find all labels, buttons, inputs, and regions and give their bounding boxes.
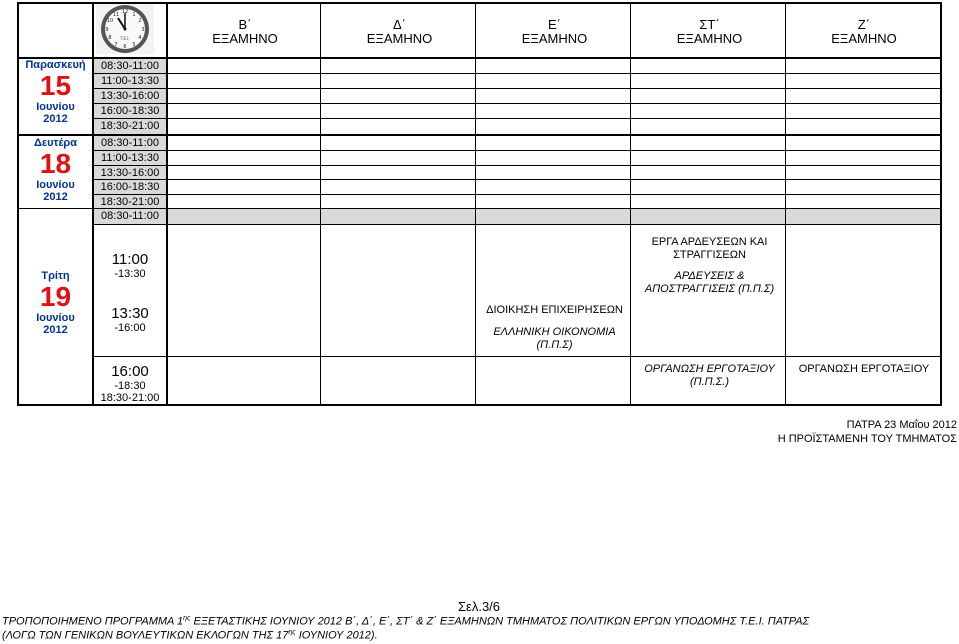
header-col-d [322, 18, 477, 46]
svg-text:7: 7 [114, 42, 118, 48]
time-slot-start: 16:00 [111, 363, 149, 380]
time-slot-start: 13:30 [111, 305, 149, 322]
day-monday [19, 137, 92, 203]
footer-sup: ης [183, 615, 191, 622]
course-title: ΔΙΟΙΚΗΣΗ ΕΠΙΧΕΙΡΗΣΕΩΝ [486, 304, 623, 316]
time-slot: 16:00-18:30 [100, 105, 160, 117]
time-slot-end: -18:30 [114, 380, 146, 392]
header-st-line2: ΕΞΑΜΗΝΟ [676, 31, 743, 46]
time-slot-start: 11:00 [111, 251, 149, 268]
place-date: ΠΑΤΡΑ 23 Μαΐου 2012 [846, 419, 957, 431]
course-site-organization-st [632, 363, 787, 389]
time-slot: 16:00-18:30 [100, 181, 160, 193]
header-st-line1: ΣΤ΄ [699, 17, 720, 32]
course-subtitle: ΑΡΔΕΥΣΕΙΣ & [674, 270, 745, 282]
svg-text:9: 9 [105, 27, 109, 33]
header-col-st [632, 18, 787, 46]
day-month: Ιουνίου [36, 179, 75, 191]
header-z-line2: ΕΞΑΜΗΝΟ [831, 31, 897, 46]
time-slot: 11:00-13:30 [101, 152, 159, 164]
footer-text: (ΛΟΓΩ ΤΩΝ ΓΕΝΙΚΩΝ ΒΟΥΛΕΥΤΙΚΩΝ ΕΚΛΟΓΩΝ ΤΗΣ 17 [2, 629, 289, 642]
day-number: 19 [39, 281, 72, 312]
time-slot: 13:30-16:00 [100, 167, 160, 179]
day-month: Ιουνίου [36, 312, 75, 324]
day-number: 15 [39, 70, 72, 101]
time-slot: 18:30-21:00 [100, 196, 160, 208]
time-slot-1330 [93, 305, 167, 334]
svg-text:5: 5 [132, 42, 136, 48]
course-business-admin [477, 304, 632, 352]
svg-text:1: 1 [132, 12, 136, 18]
course-title: ΟΡΓΑΝΩΣΗ ΕΡΓΟΤΑΞΙΟΥ [644, 363, 775, 375]
day-name: Παρασκευή [25, 59, 86, 71]
course-title: ΕΡΓΑ ΑΡΔΕΥΣΕΩΝ ΚΑΙ [651, 236, 768, 248]
course-site-organization-z [787, 363, 941, 376]
course-subtitle: ΕΛΛΗΝΙΚΗ ΟΙΚΟΝΟΜΙΑ [493, 326, 616, 338]
time-slot: 08:30-11:00 [101, 60, 159, 72]
time-slot: 13:30-16:00 [100, 90, 160, 102]
clock-logo [96, 4, 154, 54]
day-tuesday [19, 270, 92, 336]
header-col-b [168, 18, 322, 46]
time-slot-1100 [93, 251, 167, 280]
time-slot: 18:30-21:00 [100, 120, 160, 132]
day-friday [19, 59, 92, 125]
course-subtitle: (Π.Π.Σ.) [689, 376, 730, 388]
header-e-line2: ΕΞΑΜΗΝΟ [521, 31, 588, 46]
course-irrigation [632, 236, 787, 296]
time-slot-end: -13:30 [114, 268, 146, 280]
footer-text: ΙΟΥΝΙΟΥ 2012). [295, 629, 378, 642]
svg-text:10: 10 [106, 18, 114, 24]
page-number: Σελ.3/6 [458, 599, 501, 614]
time-slot-1600 [93, 363, 167, 404]
footer-text: ΤΡΟΠΟΠΟΙΗΜΕΝΟ ΠΡΟΓΡΑΜΜΑ 1 [2, 615, 184, 628]
footer-text: ΕΞΕΤΑΣΤΙΚΗΣ ΙΟΥΝΙΟΥ 2012 Β΄, Δ΄, Ε΄, ΣΤ΄ & Ζ΄ ΕΞΑΜΗΝΩΝ ΤΜΗΜΑΤΟΣ ΠΟΛΙΤΙΚΩΝ ΕΡΓΩΝ ΥΠΟΔΟΜΗΣ Τ.Ε.Ι. ΠΑΤΡΑΣ [190, 615, 810, 628]
time-slot: 18:30-21:00 [100, 392, 160, 404]
header-col-e [477, 18, 632, 46]
svg-text:8: 8 [108, 35, 112, 41]
day-month: Ιουνίου [36, 101, 75, 113]
footer-line-1 [2, 615, 809, 628]
header-col-z [787, 18, 941, 46]
course-title: ΟΡΓΑΝΩΣΗ ΕΡΓΟΤΑΞΙΟΥ [798, 363, 930, 375]
signature-block [778, 418, 957, 446]
day-name: Τρίτη [41, 270, 70, 282]
time-slot-end: -16:00 [114, 322, 146, 334]
course-subtitle: (Π.Π.Σ) [536, 339, 573, 351]
svg-text:6: 6 [123, 44, 127, 50]
day-name: Δευτέρα [34, 137, 77, 149]
footer-sup: ης [288, 629, 296, 636]
header-b-line2: ΕΞΑΜΗΝΟ [212, 31, 278, 46]
svg-text:4: 4 [138, 35, 142, 41]
header-d-line1: Δ΄ [392, 17, 406, 32]
header-e-line1: Ε΄ [548, 17, 561, 32]
day-number: 18 [39, 148, 72, 179]
course-subtitle: ΑΠΟΣΤΡΑΓΓΙΣΕΙΣ (Π.Π.Σ) [644, 283, 775, 295]
day-year: 2012 [43, 191, 68, 203]
header-d-line2: ΕΞΑΜΗΝΟ [366, 31, 433, 46]
svg-text:2: 2 [138, 18, 142, 24]
signatory-role: Η ΠΡΟΪΣΤΑΜΕΝΗ ΤΟΥ ΤΜΗΜΑΤΟΣ [777, 433, 957, 445]
time-slot: 08:30-11:00 [101, 137, 159, 149]
time-slot: 11:00-13:30 [101, 75, 159, 87]
header-b-line1: Β΄ [238, 17, 252, 32]
day-year: 2012 [43, 324, 68, 336]
footer-line-2 [2, 629, 378, 642]
header-z-line1: Ζ΄ [857, 17, 871, 32]
time-slot: 08:30-11:00 [101, 210, 159, 222]
svg-text:11: 11 [112, 12, 120, 18]
clock-label: T.E.I. [120, 36, 130, 41]
day-year: 2012 [43, 113, 68, 125]
svg-text:12: 12 [121, 9, 129, 15]
svg-text:3: 3 [141, 27, 145, 33]
course-title: ΣΤΡΑΓΓΙΣΕΩΝ [673, 249, 746, 261]
